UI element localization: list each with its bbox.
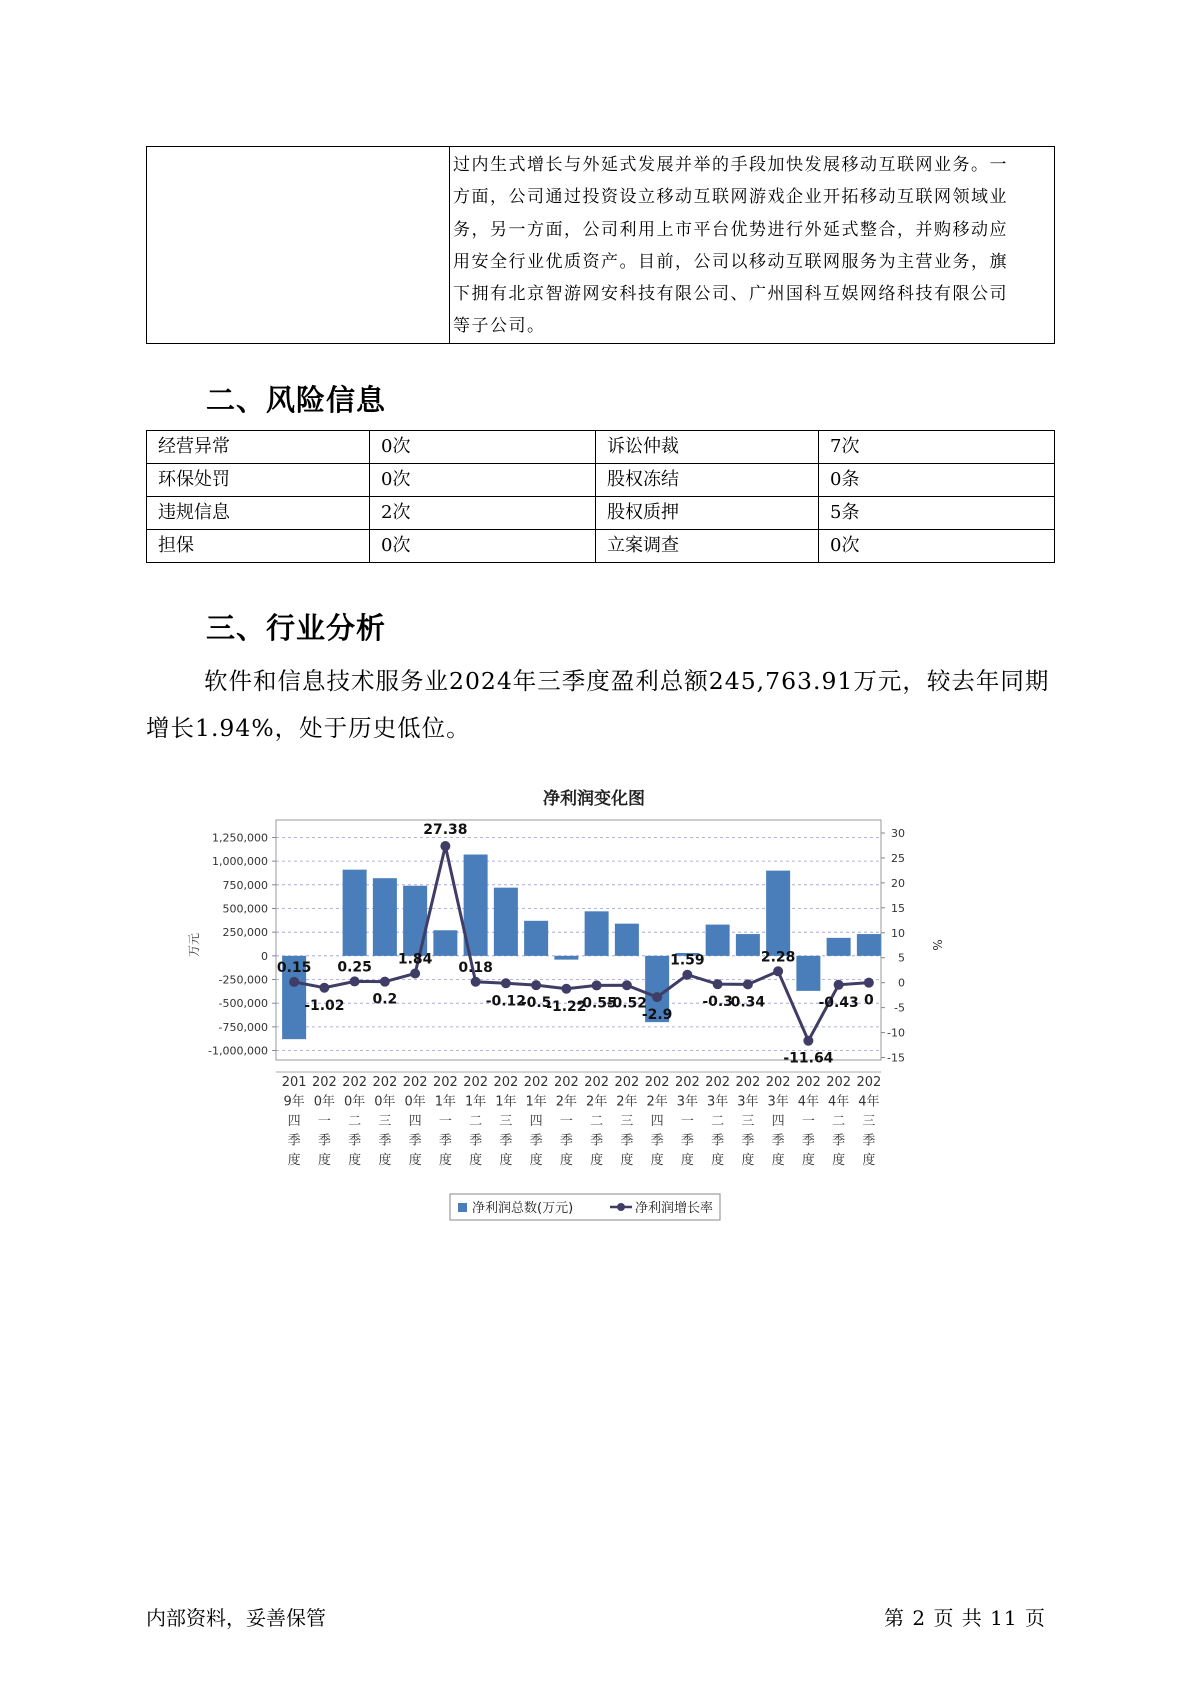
x-tick-label: 202 bbox=[402, 1075, 428, 1090]
x-tick-label: 202 bbox=[311, 1075, 337, 1090]
bar bbox=[736, 934, 760, 956]
x-tick-label: 季 bbox=[529, 1133, 543, 1149]
x-tick-label: 度 bbox=[650, 1153, 664, 1168]
net-profit-chart bbox=[180, 780, 980, 1240]
x-tick-label: 季 bbox=[620, 1133, 634, 1149]
risk-value: 7次 bbox=[819, 431, 1055, 464]
point-label: 0.2 bbox=[372, 991, 398, 1008]
x-tick-label: 四 bbox=[650, 1114, 664, 1129]
bar bbox=[343, 870, 367, 956]
growth-point bbox=[682, 970, 692, 980]
x-tick-label: 季 bbox=[317, 1133, 331, 1149]
x-tick-label: 202 bbox=[856, 1075, 882, 1090]
risk-label: 股权质押 bbox=[596, 497, 819, 530]
x-tick-label: 季 bbox=[469, 1133, 483, 1149]
x-tick-label: 二 bbox=[711, 1114, 725, 1129]
growth-point bbox=[743, 979, 753, 989]
x-tick-label: 四 bbox=[408, 1114, 422, 1129]
plot-frame bbox=[276, 820, 881, 1060]
x-tick-label: 季 bbox=[499, 1133, 513, 1149]
point-label: -11.64 bbox=[783, 1050, 834, 1067]
risk-label: 立案调查 bbox=[596, 530, 819, 563]
x-tick-label: 202 bbox=[705, 1075, 731, 1090]
legend-line-marker bbox=[617, 1203, 625, 1211]
x-tick-label: 二 bbox=[469, 1114, 483, 1129]
y-right-tick-label: -10 bbox=[887, 1026, 905, 1040]
x-tick-label: 一 bbox=[438, 1114, 452, 1129]
x-tick-label: 三 bbox=[499, 1114, 513, 1129]
point-label: 27.38 bbox=[423, 822, 468, 839]
point-label: -1.22 bbox=[546, 998, 587, 1015]
y-right-tick-label: 20 bbox=[891, 876, 905, 890]
x-tick-label: 度 bbox=[287, 1153, 301, 1168]
bar bbox=[827, 938, 851, 956]
risk-label: 股权冻结 bbox=[596, 464, 819, 497]
intro-text bbox=[450, 147, 1054, 343]
x-tick-label: 季 bbox=[438, 1133, 452, 1149]
x-tick-label: 二 bbox=[590, 1114, 604, 1129]
bar bbox=[585, 911, 609, 956]
y-left-tick-label: 250,000 bbox=[222, 926, 268, 940]
risk-value: 0次 bbox=[370, 530, 596, 563]
x-tick-label: 202 bbox=[463, 1075, 489, 1090]
growth-point bbox=[501, 978, 511, 988]
point-label: 0.15 bbox=[276, 959, 312, 976]
point-label: 0.25 bbox=[337, 959, 372, 976]
point-label: -0.3 bbox=[702, 994, 733, 1011]
y-right-tick-label: 5 bbox=[898, 951, 905, 965]
y-left-tick-label: -500,000 bbox=[218, 997, 268, 1011]
y-left-tick-label: -250,000 bbox=[218, 973, 268, 987]
x-tick-label: 度 bbox=[862, 1153, 876, 1168]
x-tick-label: 度 bbox=[680, 1153, 694, 1168]
bar bbox=[433, 930, 457, 956]
bar bbox=[615, 924, 639, 956]
x-tick-label: 度 bbox=[711, 1153, 725, 1168]
x-tick-label: 0年 bbox=[404, 1094, 426, 1110]
legend-line-label: 净利润增长率 bbox=[635, 1201, 714, 1216]
point-label: 0 bbox=[864, 992, 874, 1009]
bar bbox=[796, 956, 820, 991]
growth-point bbox=[380, 977, 390, 987]
x-tick-label: 季 bbox=[801, 1133, 815, 1149]
y-right-tick-label: 10 bbox=[891, 926, 905, 940]
point-label: -0.52 bbox=[606, 995, 648, 1012]
growth-point bbox=[773, 966, 783, 976]
x-tick-label: 202 bbox=[795, 1075, 821, 1090]
x-tick-label: 度 bbox=[529, 1153, 543, 1168]
risk-label: 违规信息 bbox=[147, 497, 370, 530]
intro-line: 用安全行业优质资产。目前，公司以移动互联网服务为主营业务，旗 bbox=[453, 251, 1008, 272]
x-tick-label: 季 bbox=[832, 1133, 846, 1149]
x-tick-label: 度 bbox=[559, 1153, 573, 1168]
x-tick-label: 3年 bbox=[676, 1094, 699, 1110]
growth-point bbox=[531, 980, 541, 990]
x-tick-label: 1年 bbox=[434, 1094, 457, 1110]
x-tick-label: 季 bbox=[650, 1133, 664, 1149]
x-tick-label: 202 bbox=[523, 1075, 549, 1090]
point-label: 2.28 bbox=[760, 949, 796, 966]
growth-point bbox=[350, 976, 360, 986]
bar bbox=[494, 888, 518, 956]
intro-table bbox=[146, 146, 1055, 344]
x-tick-label: 度 bbox=[741, 1153, 755, 1168]
x-tick-label: 202 bbox=[372, 1075, 398, 1090]
risk-value: 0次 bbox=[370, 464, 596, 497]
x-tick-label: 季 bbox=[590, 1133, 604, 1149]
point-label: 0.18 bbox=[458, 959, 493, 976]
y-left-tick-label: 0 bbox=[261, 949, 268, 963]
point-label: 1.59 bbox=[670, 952, 705, 969]
y-right-axis-label: % bbox=[930, 939, 944, 951]
x-tick-label: 三 bbox=[862, 1114, 876, 1129]
x-tick-label: 4年 bbox=[858, 1094, 880, 1110]
x-tick-label: 度 bbox=[771, 1153, 785, 1168]
x-tick-label: 202 bbox=[584, 1075, 610, 1090]
page-number: 第 2 页 共 11 页 bbox=[884, 1606, 1046, 1630]
intro-line: 方面，公司通过投资设立移动互联网游戏企业开拓移动互联网领域业 bbox=[453, 187, 1008, 208]
x-tick-label: 度 bbox=[408, 1153, 422, 1168]
intro-line: 务，另一方面，公司利用上市平台优势进行外延式整合，并购移动应 bbox=[453, 219, 1008, 240]
x-tick-label: 2年 bbox=[555, 1094, 578, 1110]
table-row bbox=[147, 530, 1055, 563]
x-tick-label: 1年 bbox=[464, 1094, 487, 1110]
risk-label: 经营异常 bbox=[147, 431, 370, 464]
x-tick-label: 4年 bbox=[797, 1094, 820, 1110]
bar bbox=[857, 934, 881, 956]
growth-point bbox=[289, 977, 299, 987]
x-tick-label: 季 bbox=[741, 1133, 755, 1149]
point-label: 1.84 bbox=[397, 951, 433, 968]
risk-value: 0条 bbox=[819, 464, 1055, 497]
risk-label: 担保 bbox=[147, 530, 370, 563]
x-tick-label: 一 bbox=[801, 1114, 815, 1129]
x-tick-label: 季 bbox=[559, 1133, 573, 1149]
y-right-tick-label: -5 bbox=[894, 1001, 905, 1015]
point-label: -0.5 bbox=[520, 995, 552, 1012]
x-tick-label: 202 bbox=[644, 1075, 670, 1090]
x-tick-label: 202 bbox=[553, 1075, 579, 1090]
x-tick-label: 三 bbox=[620, 1114, 634, 1129]
x-tick-label: 201 bbox=[281, 1075, 307, 1090]
x-tick-label: 一 bbox=[317, 1114, 331, 1129]
risk-value: 0次 bbox=[370, 431, 596, 464]
legend-bar-swatch bbox=[458, 1203, 467, 1212]
x-tick-label: 季 bbox=[771, 1133, 785, 1149]
x-tick-label: 四 bbox=[771, 1114, 785, 1129]
growth-point bbox=[864, 978, 874, 988]
x-tick-label: 202 bbox=[493, 1075, 519, 1090]
y-right-tick-label: 15 bbox=[891, 901, 905, 915]
x-tick-label: 2年 bbox=[585, 1094, 608, 1110]
x-tick-label: 四 bbox=[529, 1114, 543, 1129]
x-tick-label: 三 bbox=[378, 1114, 392, 1129]
risk-table bbox=[146, 430, 1055, 563]
y-left-tick-label: 750,000 bbox=[222, 878, 268, 892]
x-tick-label: 季 bbox=[378, 1133, 392, 1149]
x-tick-label: 度 bbox=[801, 1153, 815, 1168]
risk-label: 环保处罚 bbox=[147, 464, 370, 497]
x-tick-label: 二 bbox=[832, 1114, 846, 1129]
section-heading-industry: 三、行业分析 bbox=[206, 611, 387, 645]
x-tick-label: 季 bbox=[287, 1133, 301, 1149]
x-tick-label: 二 bbox=[348, 1114, 362, 1129]
table-row bbox=[147, 464, 1055, 497]
intro-table-text-cell bbox=[450, 147, 1055, 344]
risk-label: 诉讼仲裁 bbox=[596, 431, 819, 464]
bar bbox=[554, 956, 578, 960]
chart-title: 净利润变化图 bbox=[543, 789, 645, 809]
x-tick-label: 度 bbox=[438, 1153, 452, 1168]
table-row bbox=[147, 431, 1055, 464]
x-tick-label: 0年 bbox=[343, 1094, 366, 1110]
y-left-tick-label: 500,000 bbox=[222, 902, 268, 916]
growth-point bbox=[592, 980, 602, 990]
x-tick-label: 一 bbox=[559, 1114, 573, 1129]
x-tick-label: 季 bbox=[680, 1133, 694, 1149]
x-tick-label: 季 bbox=[348, 1133, 362, 1149]
point-label: -2.9 bbox=[641, 1007, 673, 1024]
growth-point bbox=[834, 980, 844, 990]
point-label: -1.02 bbox=[304, 997, 345, 1014]
x-tick-label: 度 bbox=[832, 1153, 846, 1168]
x-tick-label: 度 bbox=[378, 1153, 392, 1168]
x-tick-label: 度 bbox=[590, 1153, 604, 1168]
x-tick-label: 202 bbox=[342, 1075, 368, 1090]
x-tick-label: 3年 bbox=[706, 1094, 729, 1110]
intro-line: 等子公司。 bbox=[453, 316, 546, 337]
x-tick-label: 1年 bbox=[495, 1094, 517, 1110]
x-tick-label: 季 bbox=[862, 1133, 876, 1149]
x-tick-label: 202 bbox=[826, 1075, 852, 1090]
footer-note: 内部资料，妥善保管 bbox=[146, 1606, 326, 1630]
x-tick-label: 1年 bbox=[525, 1094, 547, 1110]
section-heading-risk: 二、风险信息 bbox=[206, 383, 387, 417]
point-label: -0.12 bbox=[485, 993, 527, 1010]
chart-svg bbox=[180, 780, 980, 1240]
bar bbox=[766, 871, 790, 956]
x-tick-label: 202 bbox=[614, 1075, 640, 1090]
growth-point bbox=[471, 977, 481, 987]
x-tick-label: 2年 bbox=[646, 1094, 668, 1110]
x-tick-label: 四 bbox=[287, 1114, 301, 1129]
y-left-axis-label: 万元 bbox=[187, 932, 201, 958]
x-tick-label: 度 bbox=[469, 1153, 483, 1168]
y-left-tick-label: -1,000,000 bbox=[208, 1044, 268, 1058]
x-tick-label: 度 bbox=[620, 1153, 634, 1168]
intro-line: 下拥有北京智游网安科技有限公司、广州国科互娱网络科技有限公司 bbox=[453, 284, 1008, 305]
bar bbox=[524, 921, 548, 956]
x-tick-label: 度 bbox=[317, 1153, 331, 1168]
x-tick-label: 3年 bbox=[767, 1094, 789, 1110]
growth-point bbox=[319, 983, 329, 993]
growth-point bbox=[713, 979, 723, 989]
point-label: -0.55 bbox=[576, 995, 617, 1012]
y-left-tick-label: -750,000 bbox=[218, 1020, 268, 1034]
point-label: 0.34 bbox=[730, 994, 766, 1011]
x-tick-label: 三 bbox=[741, 1114, 755, 1129]
x-tick-label: 季 bbox=[408, 1133, 422, 1149]
y-right-tick-label: 0 bbox=[898, 976, 905, 990]
intro-line: 过内生式增长与外延式发展并举的手段加快发展移动互联网业务。一 bbox=[453, 155, 1008, 175]
y-right-tick-label: -15 bbox=[887, 1051, 905, 1065]
x-tick-label: 202 bbox=[674, 1075, 700, 1090]
y-left-tick-label: 1,250,000 bbox=[212, 831, 268, 845]
risk-value: 5条 bbox=[819, 497, 1055, 530]
growth-point bbox=[561, 984, 571, 994]
bar bbox=[403, 886, 427, 956]
bar bbox=[373, 878, 397, 956]
growth-point bbox=[803, 1036, 813, 1046]
analysis-text: 软件和信息技术服务业2024年三季度盈利总额245,763.91万元，较去年同期增长1.94%，处于历史低位。 bbox=[146, 667, 1050, 742]
x-tick-label: 202 bbox=[432, 1075, 458, 1090]
analysis-paragraph bbox=[146, 658, 1056, 752]
point-label: -0.43 bbox=[818, 994, 859, 1011]
x-tick-label: 2年 bbox=[616, 1094, 638, 1110]
y-left-tick-label: 1,000,000 bbox=[212, 855, 268, 869]
y-right-tick-label: 30 bbox=[891, 826, 905, 840]
growth-point bbox=[652, 992, 662, 1002]
legend-bar-label: 净利润总数(万元) bbox=[472, 1201, 574, 1216]
x-tick-label: 季 bbox=[711, 1133, 725, 1149]
x-tick-label: 4年 bbox=[827, 1094, 850, 1110]
table-row bbox=[147, 497, 1055, 530]
risk-value: 0次 bbox=[819, 530, 1055, 563]
intro-table-empty-cell bbox=[147, 147, 450, 344]
x-tick-label: 202 bbox=[735, 1075, 761, 1090]
growth-point bbox=[622, 980, 632, 990]
x-tick-label: 9年 bbox=[283, 1094, 305, 1110]
x-tick-label: 0年 bbox=[313, 1094, 336, 1110]
y-right-tick-label: 25 bbox=[891, 851, 905, 865]
x-tick-label: 202 bbox=[765, 1075, 791, 1090]
growth-point bbox=[440, 841, 450, 851]
x-tick-label: 0年 bbox=[374, 1094, 396, 1110]
risk-value: 2次 bbox=[370, 497, 596, 530]
x-tick-label: 度 bbox=[348, 1153, 362, 1168]
x-tick-label: 3年 bbox=[737, 1094, 759, 1110]
bar bbox=[706, 925, 730, 956]
x-tick-label: 度 bbox=[499, 1153, 513, 1168]
x-tick-label: 一 bbox=[680, 1114, 694, 1129]
growth-point bbox=[410, 968, 420, 978]
